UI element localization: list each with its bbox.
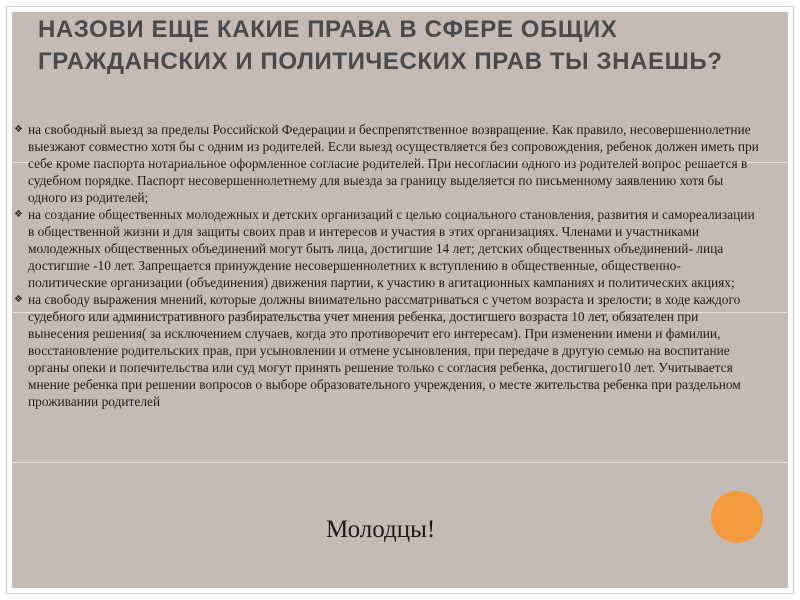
list-item-text: на создание общественных молодежных и детских организаций с целью социального становления, развития и самореализации в общественной жизни и для защиты своих прав и интересов и участия в этих организациях. Членами и участниками молодежных общественных объединений могут быть лица, достигшие 14 лет; детских общественных объединений- лица достигшие -10 лет. Запрещается принуждение несовершеннолетних к вступлению в общественные, общественно- политические организации (объединения) движения партии, к участию в агитационных кампаниях и политических акциях; [28, 207, 755, 290]
diamond-bullet-icon: ❖ [14, 124, 23, 135]
list-item-text: на свободу выражения мнений, которые должны внимательно рассматриваться с учетом возраста и зрелости; в ходе каждого судебного или административного разбирательства учет мнения ребенка, достигшего возраста 10 лет, обязателен при вынесения решения( за исключением случаев, когда это противоречит его интересам). При изменении имени и фамилии, восстановление родительских прав, при усыновлении и отмене усыновления, при передаче в другую семью на воспитание органы опеки и попечительства или суд могут принять решение только с согласия ребенка, достигшего10 лет. Учитывается мнение ребенка при решении вопросов о выборе образовательного учреждения, о месте жительства ребенка при раздельном проживании родителей [28, 292, 741, 409]
slide-body [14, 121, 759, 410]
list-item [14, 291, 759, 410]
decorative-circle [711, 491, 763, 543]
diamond-bullet-icon: ❖ [14, 294, 23, 305]
background-stripe [12, 462, 788, 463]
diamond-bullet-icon: ❖ [14, 209, 23, 220]
list-item [14, 206, 759, 291]
closing-text: Молодцы! [326, 516, 436, 543]
slide-title: НАЗОВИ ЕЩЕ КАКИЕ ПРАВА В СФЕРЕ ОБЩИХ ГРАЖДАНСКИХ И ПОЛИТИЧЕСКИХ ПРАВ ТЫ ЗНАЕШЬ? [38, 16, 723, 75]
list-item [14, 121, 759, 206]
list-item-text: на свободный выезд за пределы Российской Федерации и беспрепятственное возвращение. Как правило, несовершеннолетние выезжают совместно хотя бы с одним из родителей. Если выезд осуществляется без сопровождения, ребенок должен иметь при себе кроме паспорта нотариальное оформленное согласие родителей. При несогласии одного из родителей вопрос решается в судебном порядке. Паспорт несовершеннолетнему для выезда за границу выделяется по письменному заявлению хотя бы одного из родителей; [28, 122, 759, 205]
